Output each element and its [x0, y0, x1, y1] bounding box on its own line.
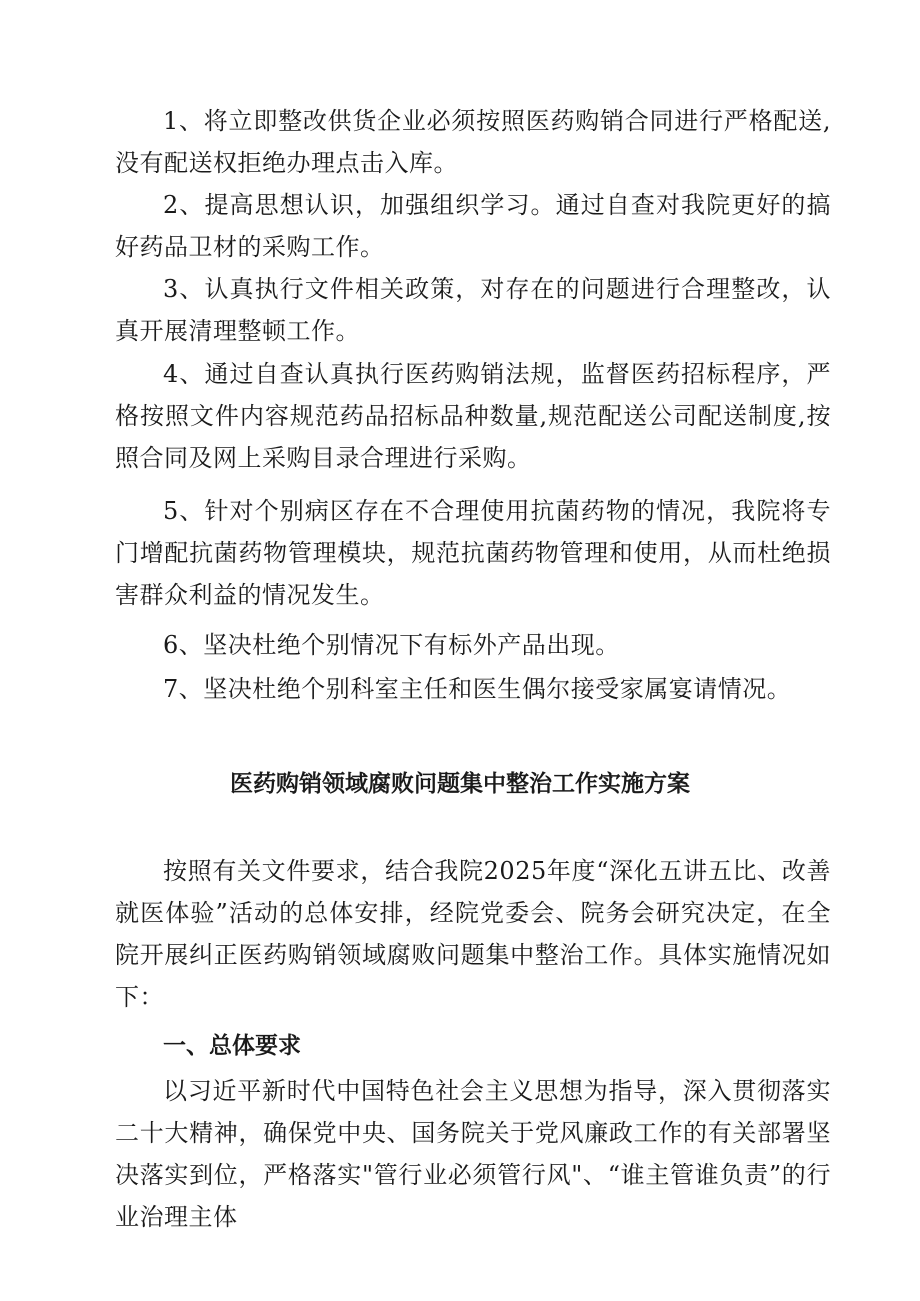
item-7-block — [115, 668, 831, 710]
intro-block — [115, 850, 831, 1018]
item-6-block — [115, 624, 831, 666]
item-5-block — [115, 490, 831, 616]
item-4-block — [115, 353, 831, 479]
list-item: 7、坚决杜绝个别科室主任和医生偶尔接受家属宴请情况。 — [163, 675, 792, 703]
section-heading: 一、总体要求 — [163, 1033, 301, 1059]
intro-paragraph: 按照有关文件要求，结合我院2025年度“深化五讲五比、改善就医体验”活动的总体安排，经院党委会、院务会研究决定，在全院开展纠正医药购销领域腐败问题集中整治工作。具体实施情况如下： — [115, 857, 831, 1011]
list-item: 5、针对个别病区存在不合理使用抗菌药物的情况，我院将专门增配抗菌药物管理模块，规范抗菌药物管理和使用，从而杜绝损害群众利益的情况发生。 — [115, 497, 831, 609]
section-body: 以习近平新时代中国特色社会主义思想为指导，深入贯彻落实二十大精神，确保党中央、国务院关于党风廉政工作的有关部署坚决落实到位，严格落实"管行业必须管行风"、“谁主管谁负责”的行业治理主体 — [115, 1077, 831, 1231]
item-1-block — [115, 100, 831, 184]
list-item: 3、认真执行文件相关政策，对存在的问题进行合理整改，认真开展清理整顿工作。 — [115, 275, 831, 345]
list-item: 2、提高思想认识，加强组织学习。通过自查对我院更好的搞好药品卫材的采购工作。 — [115, 191, 831, 261]
list-item: 1、将立即整改供货企业必须按照医药购销合同进行严格配送,没有配送权拒绝办理点击入库。 — [115, 107, 831, 177]
document-title: 医药购销领域腐败问题集中整治工作实施方案 — [230, 771, 690, 797]
list-item: 6、坚决杜绝个别情况下有标外产品出现。 — [163, 631, 620, 659]
list-item: 4、通过自查认真执行医药购销法规，监督医药招标程序，严格按照文件内容规范药品招标品种数量,规范配送公司配送制度,按照合同及网上采购目录合理进行采购。 — [115, 360, 831, 472]
item-2-block — [115, 184, 831, 268]
section1-block — [115, 1070, 831, 1238]
item-3-block — [115, 268, 831, 352]
